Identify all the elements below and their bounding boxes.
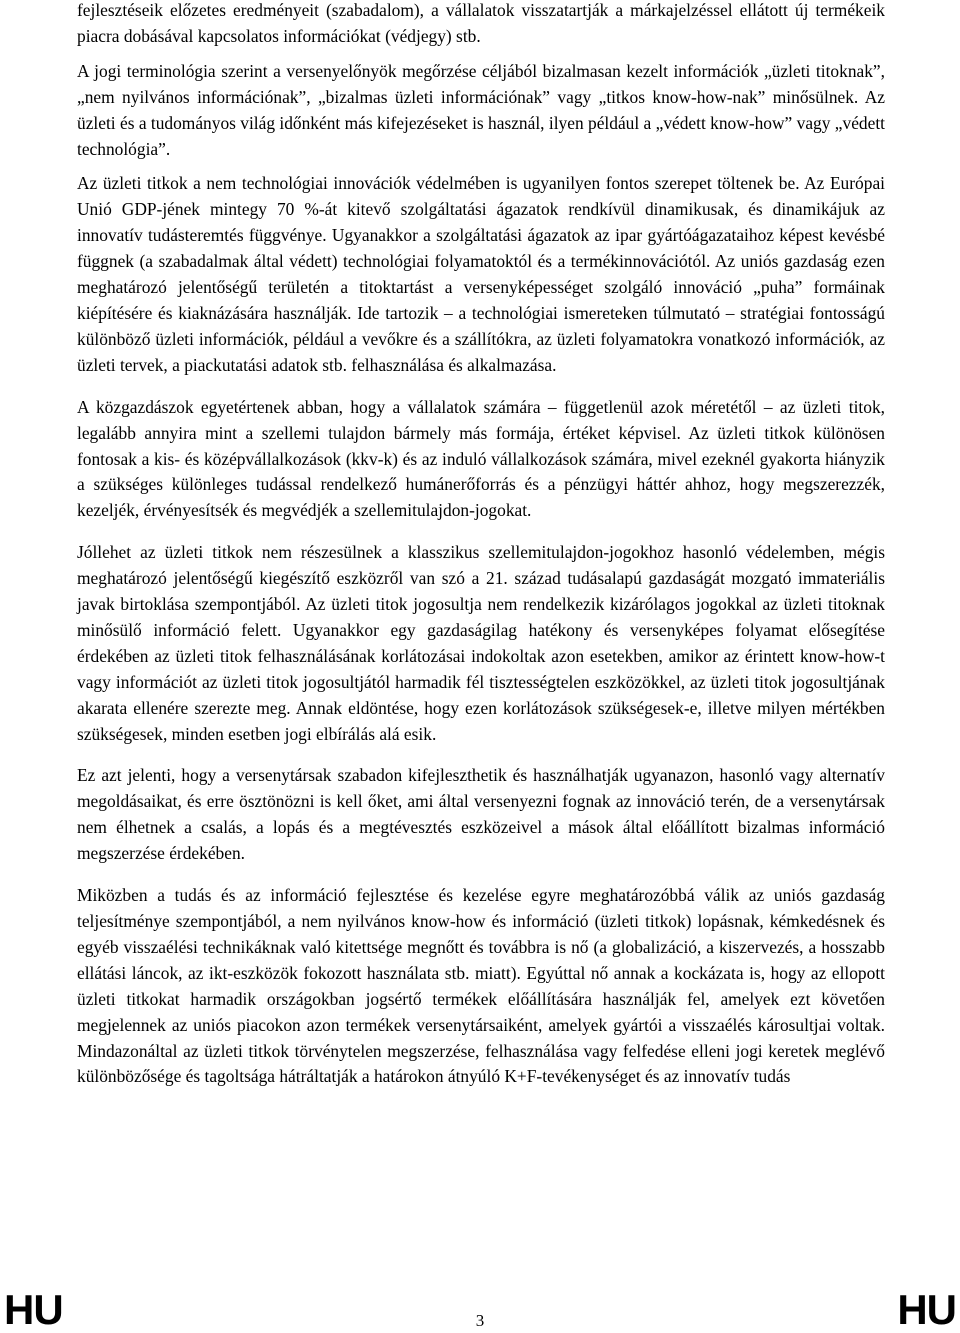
paragraph-3: Az üzleti titkok a nem technológiai innovációk védelmében is ugyanilyen fontos szerepet töltenek be. Az Európai Unió GDP-jének mintegy 70 %-át kitevő szolgáltatási ágazatok rendkívül dinamikusak, és dinamikájuk az innovatív tudásteremtés függvénye. Ugyanakkor a szolgáltatási ágazatok az ipar gyártóágazataihoz képest kevésbé függnek (a szabadalmak által védett) technológiai folyamatoktól és a termékinnovációtól. Az uniós gazdaság ezen meghatározó jelentőségű területén a titoktartást a versenyképességet szolgáló innováció „puha” formáinak kiépítésére és kiaknázására használják. Ide tartozik – a technológiai ismereteken túlmutató – stratégiai fontosságú különböző üzleti információk, például a vevőkre és a szállítókra, az üzleti folyamatokra vonatkozó információk, az üzleti tervek, a piackutatási adatok stb. felhasználása és alkalmazása. bbox=[77, 173, 885, 375]
page-number: 3 bbox=[475, 1311, 485, 1330]
paragraph-4: A közgazdászok egyetértenek abban, hogy a vállalatok számára – függetlenül azok méretétől – az üzleti titok, legalább annyira mint a szellemi tulajdon bármely más formája, értéket képvisel. Az üzleti titkok különösen fontosak a kis- és középvállalkozások (kkv-k) és az induló vállalkozások számára, mivel ezeknél gyakorta hiányzik a szükséges különleges tudással rendelkező humánerőforrás és a pénzügyi háttér ahhoz, hogy megszerezzék, kezeljék, érvényesítsék és megvédjék a szellemitulajdon-jogokat. bbox=[77, 396, 885, 521]
paragraph-2: A jogi terminológia szerint a versenyelőnyök megőrzése céljából bizalmasan kezelt információk „üzleti titoknak”, „nem nyilvános információnak”, „bizalmas üzleti információnak” vagy „titkos know-how-nak” minősülnek. Az üzleti és a tudományos világ időnként más kifejezéseket is használ, ilyen például a „védett know-how” vagy „védett technológia”. bbox=[77, 60, 885, 159]
document-body bbox=[77, 0, 885, 1090]
footer-language-left: HU bbox=[4, 1286, 63, 1333]
paragraph-7: Miközben a tudás és az információ fejlesztése és kezelése egyre meghatározóbbá válik az uniós gazdaság teljesítménye szempontjából, a nem nyilvános know-how és információ (üzleti titkok) lopásnak, kémkedésnek és egyéb visszaélési technikáknak való kitettsége megnőtt és továbbra is nő (a globalizáció, a kiszervezés, a hosszabb ellátási láncok, az ikt-eszközök fokozott használata stb. miatt). Egyúttal nő annak a kockázata is, hogy az ellopott üzleti titkokat harmadik országokban jogsértő termékek előállítására használják fel, amelyek ezt követően megjelennek az uniós piacokon azon termékek versenytársaiként, amelyek gyártói a visszaélés károsultjai voltak. Mindazonáltal az üzleti titkok törvénytelen megszerzése, felhasználása vagy felfedése elleni jogi keretek meglévő különbözősége és tagoltsága hátráltatják a határokon átnyúló K+F-tevékenységet és az innovatív tudás bbox=[77, 885, 885, 1087]
paragraph-6: Ez azt jelenti, hogy a versenytársak szabadon kifejleszthetik és használhatják ugyanazon, hasonló vagy alternatív megoldásaikat, és erre ösztönözni is kell őket, ami által versenyezni fognak az innováció terén, de a versenytársak nem élhetnek a csalás, a lopás és a megtévesztés eszközeivel a mások által előállított bizalmas információ megszerzése érdekében. bbox=[77, 765, 885, 864]
paragraph-5: Jóllehet az üzleti titkok nem részesülnek a klasszikus szellemitulajdon-jogokhoz hasonló védelemben, mégis meghatározó jelentőségű kiegészítő eszközről van szó a 21. század tudásalapú gazdaságát mozgató immateriális javak birtoklása szempontjából. Az üzleti titok jogosultja nem rendelkezik kizárólagos jogokkal az üzleti titoknak minősülő információ felett. Ugyanakkor egy gazdaságilag hatékony és versenyképes folyamat elősegítése érdekében az üzleti titok felhasználásának korlátozásai indokoltak azon esetekben, amikor az érintett know-how-t vagy információt az üzleti titok jogosultjától harmadik fél tisztességtelen eszközökkel, az üzleti titok jogosultjának akarata ellenére szerezte meg. Annak eldöntése, hogy ezen korlátozások szükségesek-e, illetve milyen mértékben szükségesek, minden esetben jogi elbírálás alá esik. bbox=[77, 542, 885, 744]
paragraph-1: fejlesztéseik előzetes eredményeit (szabadalom), a vállalatok visszatartják a márkajelzéssel ellátott új termékeik piacra dobásával kapcsolatos információkat (védjegy) stb. bbox=[77, 0, 885, 46]
footer-language-right: HU bbox=[897, 1286, 956, 1333]
